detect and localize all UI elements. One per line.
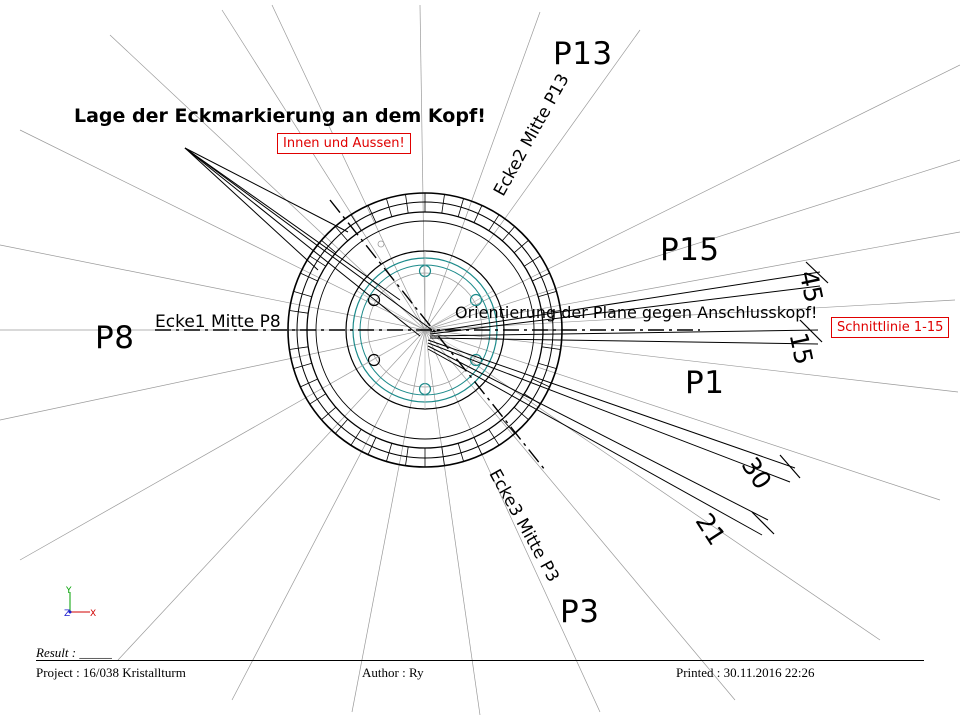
note-eckmarkierung: Lage der Eckmarkierung an dem Kopf! — [74, 105, 486, 127]
note-schnittlinie: Schnittlinie 1-15 — [831, 317, 949, 338]
note-orientierung: Orientierung der Plane gegen Anschlusskopf! — [455, 303, 818, 322]
label-p15: P15 — [660, 232, 720, 268]
label-p3: P3 — [560, 594, 600, 630]
label-ecke2: Ecke2 Mitte P13 — [490, 70, 574, 200]
label-p1: P1 — [685, 365, 725, 401]
axis-label-z: Z — [64, 609, 71, 619]
label-ecke1: Ecke1 Mitte P8 — [155, 312, 281, 332]
label-ecke3: Ecke3 Mitte P3 — [484, 466, 563, 586]
footer-project: Project : 16/038 Kristallturm — [36, 665, 186, 680]
footer-divider — [36, 660, 924, 661]
dimension-15: 15 — [783, 330, 819, 368]
note-innen-aussen: Innen und Aussen! — [277, 133, 411, 154]
dimension-30: 30 — [735, 452, 778, 495]
footer-result-value: _____ — [79, 645, 112, 660]
dimension-21: 21 — [689, 508, 732, 551]
footer-author: Author : Ry — [362, 665, 424, 680]
axis-label-x: X — [90, 609, 97, 619]
footer-printed: Printed : 30.11.2016 22:26 — [676, 665, 815, 680]
dimension-45: 45 — [793, 268, 829, 306]
footer-result-label: Result : — [36, 645, 77, 660]
axis-label-y: Y — [66, 586, 72, 596]
label-p8: P8 — [95, 320, 135, 356]
label-p13: P13 — [553, 36, 613, 72]
footer-result — [36, 645, 960, 661]
